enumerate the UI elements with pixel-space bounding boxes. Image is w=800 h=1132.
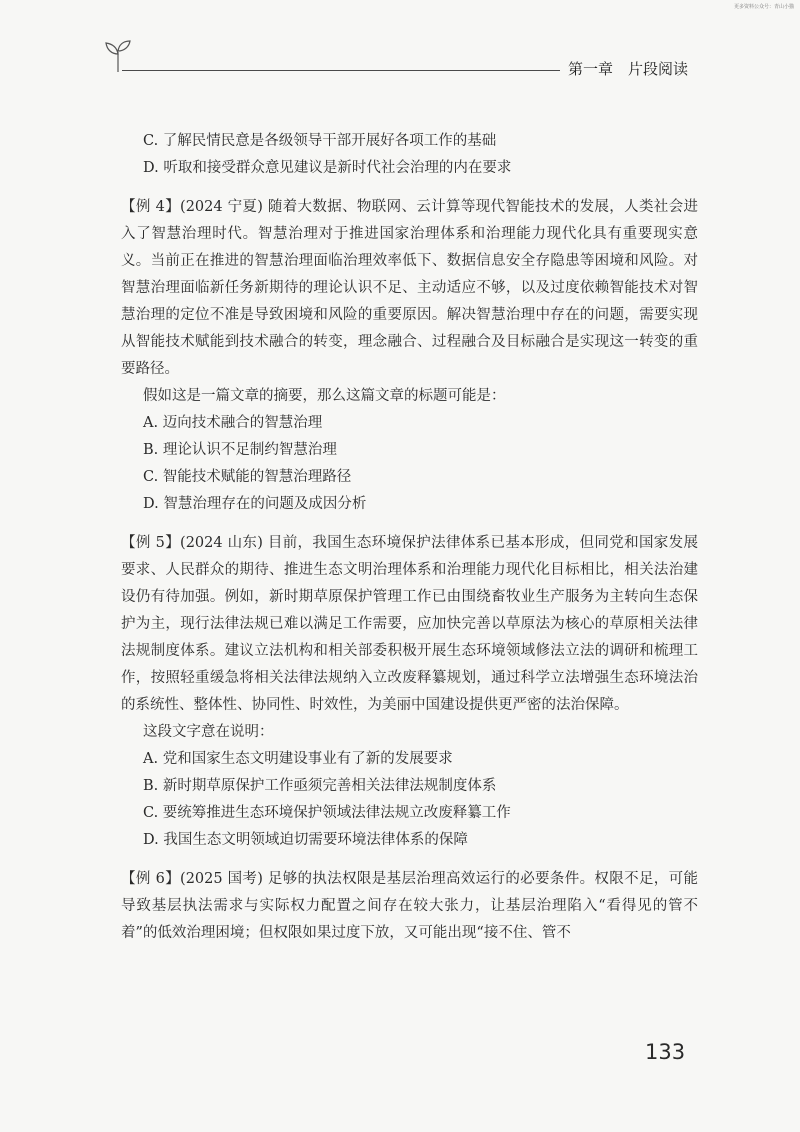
example-4-question: 假如这是一篇文章的摘要，那么这篇文章的标题可能是：	[143, 388, 506, 404]
watermark-text: 更多资料公众号：青山小猫	[733, 4, 794, 10]
example-4-option-a: A. 迈向技术融合的智慧治理	[143, 415, 323, 431]
example-4-option-c: C. 智能技术赋能的智慧治理路径	[143, 469, 352, 485]
chapter-title: 第一章 片段阅读	[568, 60, 689, 78]
example-5-option-d: D. 我国生态文明领域迫切需要环境法律体系的保障	[143, 832, 468, 848]
example-5-option-c: C. 要统筹推进生态环境保护领域法律法规立改废释纂工作	[143, 805, 511, 821]
option-d: D. 听取和接受群众意见建议是新时代社会治理的内在要求	[143, 160, 512, 176]
example-4-paragraph: 【例 4】(2024 宁夏) 随着大数据、物联网、云计算等现代智能技术的发展，人类社会进入了智慧治理时代。智慧治理对于推进国家治理体系和治理能力现代化具有重要现实意义。当前正在推进的智慧治理面临治理效率低下、数据信息安全存隐患等困境和风险。对智慧治理面临新任务新期待的理论认识不足、主动适应不够，以及过度依赖智能技术对智慧治理的定位不准是导致困境和风险的重要原因。解决智慧治理中存在的问题，需要实现从智能技术赋能到技术融合的转变，理念融合、过程融合及目标融合是实现这一转变的重要路径。	[121, 199, 698, 377]
example-4-option-b: B. 理论认识不足制约智慧治理	[143, 442, 337, 458]
page-content	[121, 128, 698, 947]
example-5-option-a: A. 党和国家生态文明建设事业有了新的发展要求	[143, 751, 453, 767]
sprout-icon	[104, 38, 132, 74]
example-5-question: 这段文字意在说明：	[143, 724, 274, 740]
example-5-paragraph: 【例 5】(2024 山东) 目前，我国生态环境保护法律体系已基本形成，但同党和国家发展要求、人民群众的期待、推进生态文明治理体系和治理能力现代化目标相比，相关法治建设仍有待加强。例如，新时期草原保护管理工作已由围绕畜牧业生产服务为主转向生态保护为主，现行法律法规已难以满足工作需要，应加快完善以草原法为核心的草原相关法律法规制度体系。建议立法机构和相关部委积极开展生态环境领域修法立法的调研和梳理工作，按照轻重缓急将相关法律法规纳入立改废释纂规划，通过科学立法增强生态环境法治的系统性、整体性、协同性、时效性，为美丽中国建设提供更严密的法治保障。	[121, 535, 698, 713]
page-number: 133	[645, 1040, 686, 1064]
page-header	[0, 0, 800, 100]
header-rule	[122, 70, 560, 71]
option-c: C. 了解民情民意是各级领导干部开展好各项工作的基础	[143, 133, 497, 149]
example-5-option-b: B. 新时期草原保护工作亟须完善相关法律法规制度体系	[143, 778, 497, 794]
example-6-paragraph: 【例 6】(2025 国考) 足够的执法权限是基层治理高效运行的必要条件。权限不足，可能导致基层执法需求与实际权力配置之间存在较大张力，让基层治理陷入“看得见的管不着”的低效治理困境；但权限如果过度下放，又可能出现“接不住、管不	[121, 871, 698, 941]
example-4-option-d: D. 智慧治理存在的问题及成因分析	[143, 496, 367, 512]
